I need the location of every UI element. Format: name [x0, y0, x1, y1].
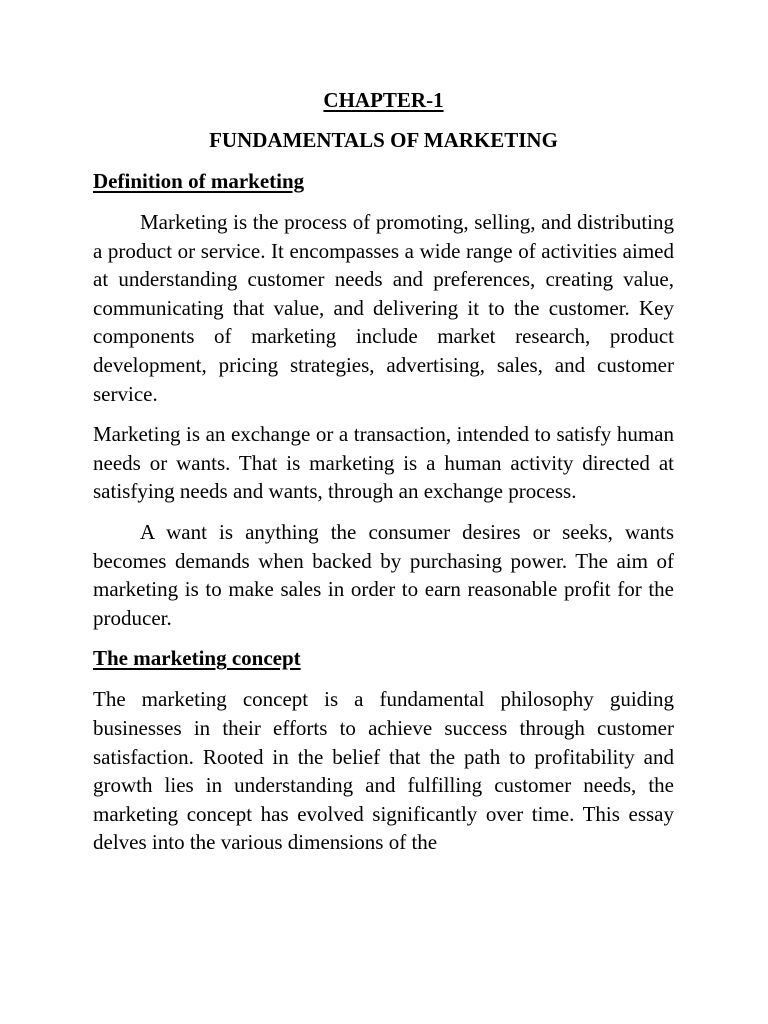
paragraph: Marketing is an exchange or a transaction, intended to satisfy human needs or wants. That is marketing is a human activity directed at satisfying needs and wants, through an exchange process. [93, 422, 674, 504]
section-heading-definition: Definition of marketing [93, 169, 305, 193]
section-heading-marketing-concept: The marketing concept [93, 646, 301, 671]
paragraph: Marketing is the process of promoting, selling, and distributing a product or service. It encompasses a wide range of activities aimed at understanding customer needs and preferences, creating value, communicating that value, and delivering it to the customer. Key components of marketing include market research, product development, pricing strategies, advertising, sales, and customer service. [93, 210, 674, 406]
paragraph: A want is anything the consumer desires or seeks, wants becomes demands when backed by purchasing power. The aim of marketing is to make sales in order to earn reasonable profit for the producer. [93, 519, 674, 630]
page-content [93, 86, 674, 869]
chapter-title: FUNDAMENTALS OF MARKETING [209, 128, 558, 152]
chapter-label: CHAPTER-1 [323, 88, 444, 112]
paragraph: The marketing concept is a fundamental philosophy guiding businesses in their efforts to achieve success through customer satisfaction. Rooted in the belief that the path to profitability and growth lies in understanding and fulfilling customer needs, the marketing concept has evolved significantly over time. This essay delves into the various dimensions of the [93, 687, 674, 855]
